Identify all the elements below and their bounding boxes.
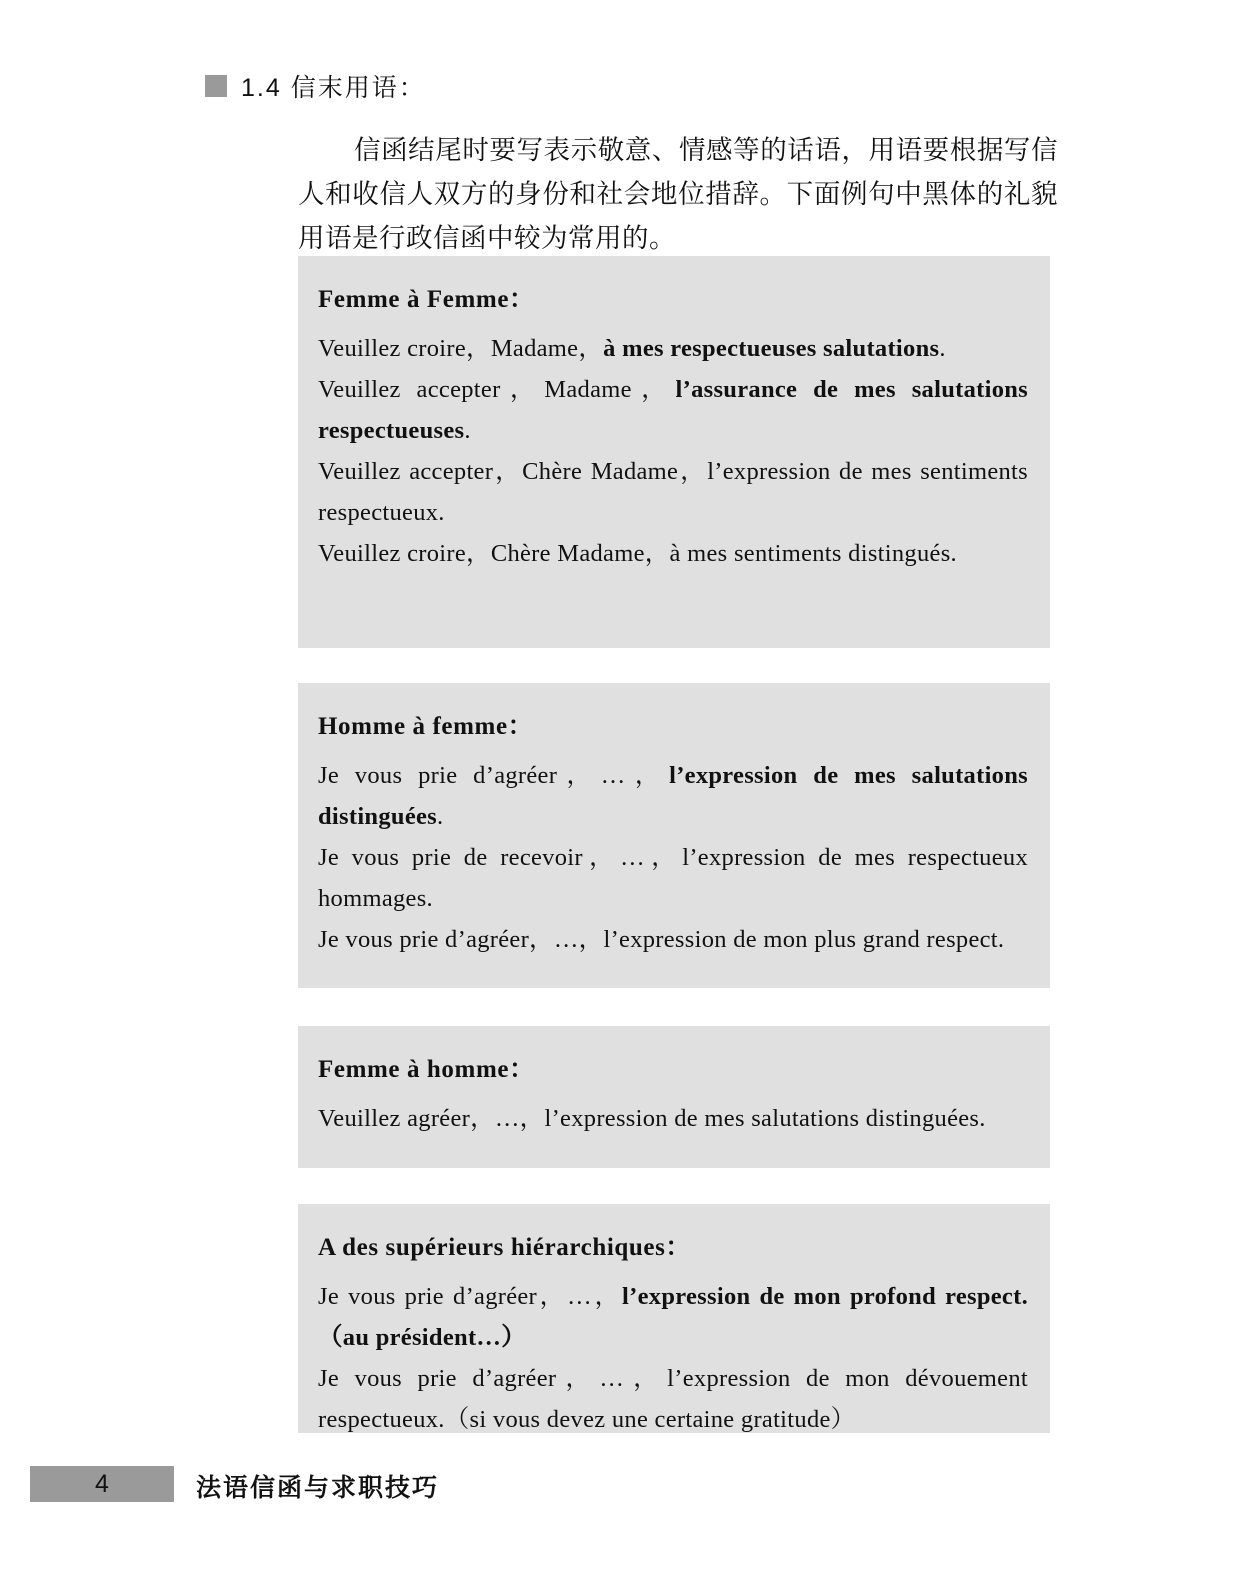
example-box-title: Homme à femme： [318,713,534,740]
example-box-superieurs-hierarchiques [298,1204,1050,1433]
example-box-femme-a-homme [298,1026,1050,1168]
intro-paragraph: 信函结尾时要写表示敬意、情感等的话语，用语要根据写信人和收信人双方的身份和社会地位措辞。下面例句中黑体的礼貌用语是行政信函中较为常用的。 [298,135,1058,253]
example-line-text: Veuillez agréer，…，l’expression de mes salutations distinguées. [318,1105,986,1132]
example-line-emphasis: l’assurance de mes salutations respectueuses [318,376,1029,444]
footer-book-title: 法语信函与求职技巧 [196,1474,440,1502]
example-line [318,451,1028,533]
example-box-body [318,1098,1028,1139]
example-line-text: . [939,335,946,362]
example-line-text: Je vous prie d’agréer，…，l’expression de mon dévouement respectueux.（si vous devez une certaine gratitude） [318,1365,1028,1433]
section-heading [205,68,426,104]
example-line-text: Veuillez accepter，Chère Madame，l’expression de mes sentiments respectueux. [318,458,1028,526]
example-box-title: A des supérieurs hiérarchiques： [318,1234,692,1261]
example-line-text: . [464,417,471,444]
example-line [318,1098,1028,1139]
example-line-text: Je vous prie d’agréer，…，l’expression de mon plus grand respect. [318,926,1005,953]
example-line [318,919,1028,960]
example-line [318,369,1028,451]
example-box-body [318,328,1028,574]
example-box-femme-a-femme [298,256,1050,648]
section-heading-label: 1.4 信末用语： [241,74,426,102]
example-line-text: . [437,803,444,830]
example-line-text: Je vous prie d’agréer，…， [318,1283,623,1310]
example-line [318,533,1028,574]
example-box-body [318,755,1028,960]
square-marker-icon [205,75,227,97]
example-line-text: Je vous prie d’agréer，…， [318,762,670,789]
example-line-text: Veuillez croire，Chère Madame，à mes sentiments distingués. [318,540,957,567]
example-line [318,755,1028,837]
example-line-emphasis: à mes respectueuses salutations [603,335,940,362]
example-line [318,1276,1028,1358]
example-box-title: Femme à Femme： [318,286,535,313]
example-line [318,837,1028,919]
example-box-body [318,1276,1028,1440]
example-line-text: Veuillez accepter，Madame， [318,376,676,403]
example-line-text: Je vous prie de recevoir，…，l’expression de mes respectueux hommages. [318,844,1028,912]
example-line-text: Veuillez croire，Madame， [318,335,604,362]
example-box-homme-a-femme [298,683,1050,988]
example-line [318,1358,1028,1440]
example-line [318,328,1028,369]
footer-page-number: 4 [95,1470,109,1498]
example-line-emphasis: l’expression de mon profond respect.（au président…） [318,1283,1028,1351]
example-box-title: Femme à homme： [318,1056,535,1083]
example-line-emphasis: l’expression de mes salutations distinguées [318,762,1028,830]
